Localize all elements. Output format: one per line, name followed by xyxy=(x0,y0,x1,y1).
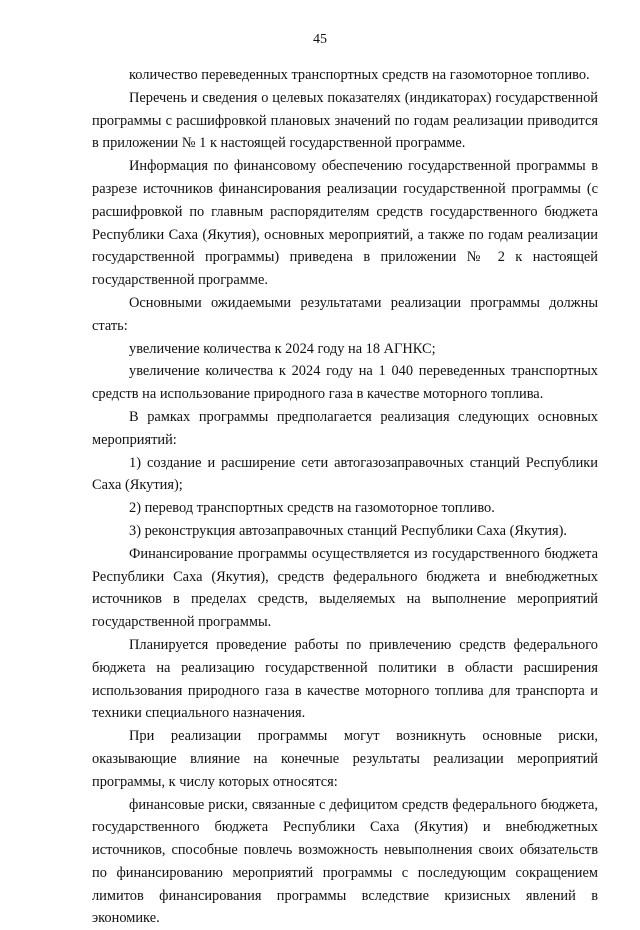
paragraph: Основными ожидаемыми результатами реализации программы должны стать: xyxy=(92,292,598,338)
paragraph: При реализации программы могут возникнуть основные риски, оказывающие влияние на конечные результаты реализации мероприятий программы, к числу которых относятся: xyxy=(92,725,598,793)
result-item: увеличение количества к 2024 году на 1 040 переведенных транспортных средств на использование природного газа в качестве моторного топлива. xyxy=(92,360,598,406)
page-number: 45 xyxy=(0,32,640,48)
paragraph: Перечень и сведения о целевых показателях (индикаторах) государственной программы с расшифровкой плановых значений по годам реализации приводится в приложении № 1 к настоящей государственной программе. xyxy=(92,87,598,155)
risk-item: финансовые риски, связанные с дефицитом средств федерального бюджета, государственного бюджета Республики Саха (Якутия) и внебюджетных источников, способные повлечь возможность невыполнения своих обязательств по финансированию мероприятий программы с последующим сокращением лимитов финансирования программы вследствие кризисных явлений в экономике. xyxy=(92,794,598,930)
activity-item: 2) перевод транспортных средств на газомоторное топливо. xyxy=(92,497,598,520)
result-item: увеличение количества к 2024 году на 18 АГНКС; xyxy=(92,338,598,361)
activity-item: 3) реконструкция автозаправочных станций Республики Саха (Якутия). xyxy=(92,520,598,543)
paragraph: Планируется проведение работы по привлечению средств федерального бюджета на реализацию государственной политики в области расширения использования природного газа в качестве моторного топлива для транспорта и техники специального назначения. xyxy=(92,634,598,725)
paragraph: В рамках программы предполагается реализация следующих основных мероприятий: xyxy=(92,406,598,452)
paragraph: Финансирование программы осуществляется из государственного бюджета Республики Саха (Якутия), средств федерального бюджета и внебюджетных источников в пределах средств, выделяемых на выполнение мероприятий государственной программы. xyxy=(92,543,598,634)
activity-item: 1) создание и расширение сети автогазозаправочных станций Республики Саха (Якутия); xyxy=(92,452,598,498)
paragraph: Информация по финансовому обеспечению государственной программы в разрезе источников финансирования реализации государственной программы (с расшифровкой по главным распорядителям средств государственного бюджета Республики Саха (Якутия), основных мероприятий, а также по годам реализации государственной программы) приведена в приложении № 2 к настоящей государственной программе. xyxy=(92,155,598,292)
document-body xyxy=(92,64,598,930)
paragraph: количество переведенных транспортных средств на газомоторное топливо. xyxy=(92,64,598,87)
